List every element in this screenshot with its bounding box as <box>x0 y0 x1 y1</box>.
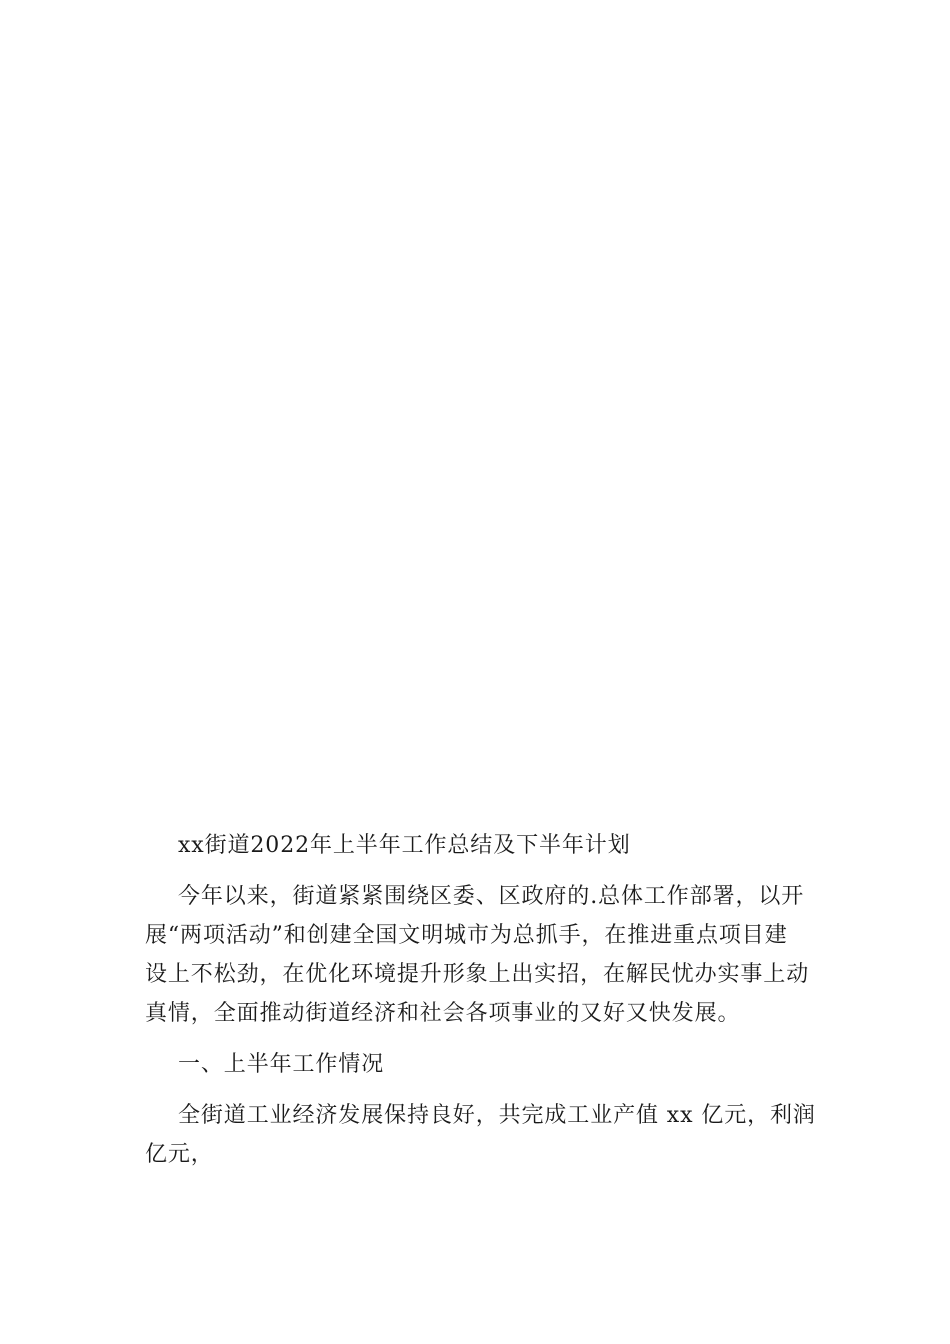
paragraph-line: 全街道工业经济发展保持良好，共完成工业产值 xx 亿元，利润 <box>178 1103 816 1128</box>
document-title: xx街道2022年上半年工作总结及下半年计划 <box>178 833 631 858</box>
paragraph-intro <box>145 877 810 1033</box>
paragraph-line: 设上不松劲，在优化环境提升形象上出实招，在解民忧办实事上动 <box>145 962 810 987</box>
paragraph-line: 真情，全面推动街道经济和社会各项事业的又好又快发展。 <box>145 1001 741 1026</box>
paragraph-line: 亿元， <box>145 1142 214 1167</box>
section-heading: 一、上半年工作情况 <box>178 1052 385 1077</box>
paragraph-line: 展“两项活动”和创建全国文明城市为总抓手，在推进重点项目建 <box>145 923 788 948</box>
document-body <box>145 826 816 1174</box>
paragraph-industry <box>145 1096 816 1174</box>
paragraph-line: 今年以来，街道紧紧围绕区委、区政府的.总体工作部署，以开 <box>178 884 805 909</box>
